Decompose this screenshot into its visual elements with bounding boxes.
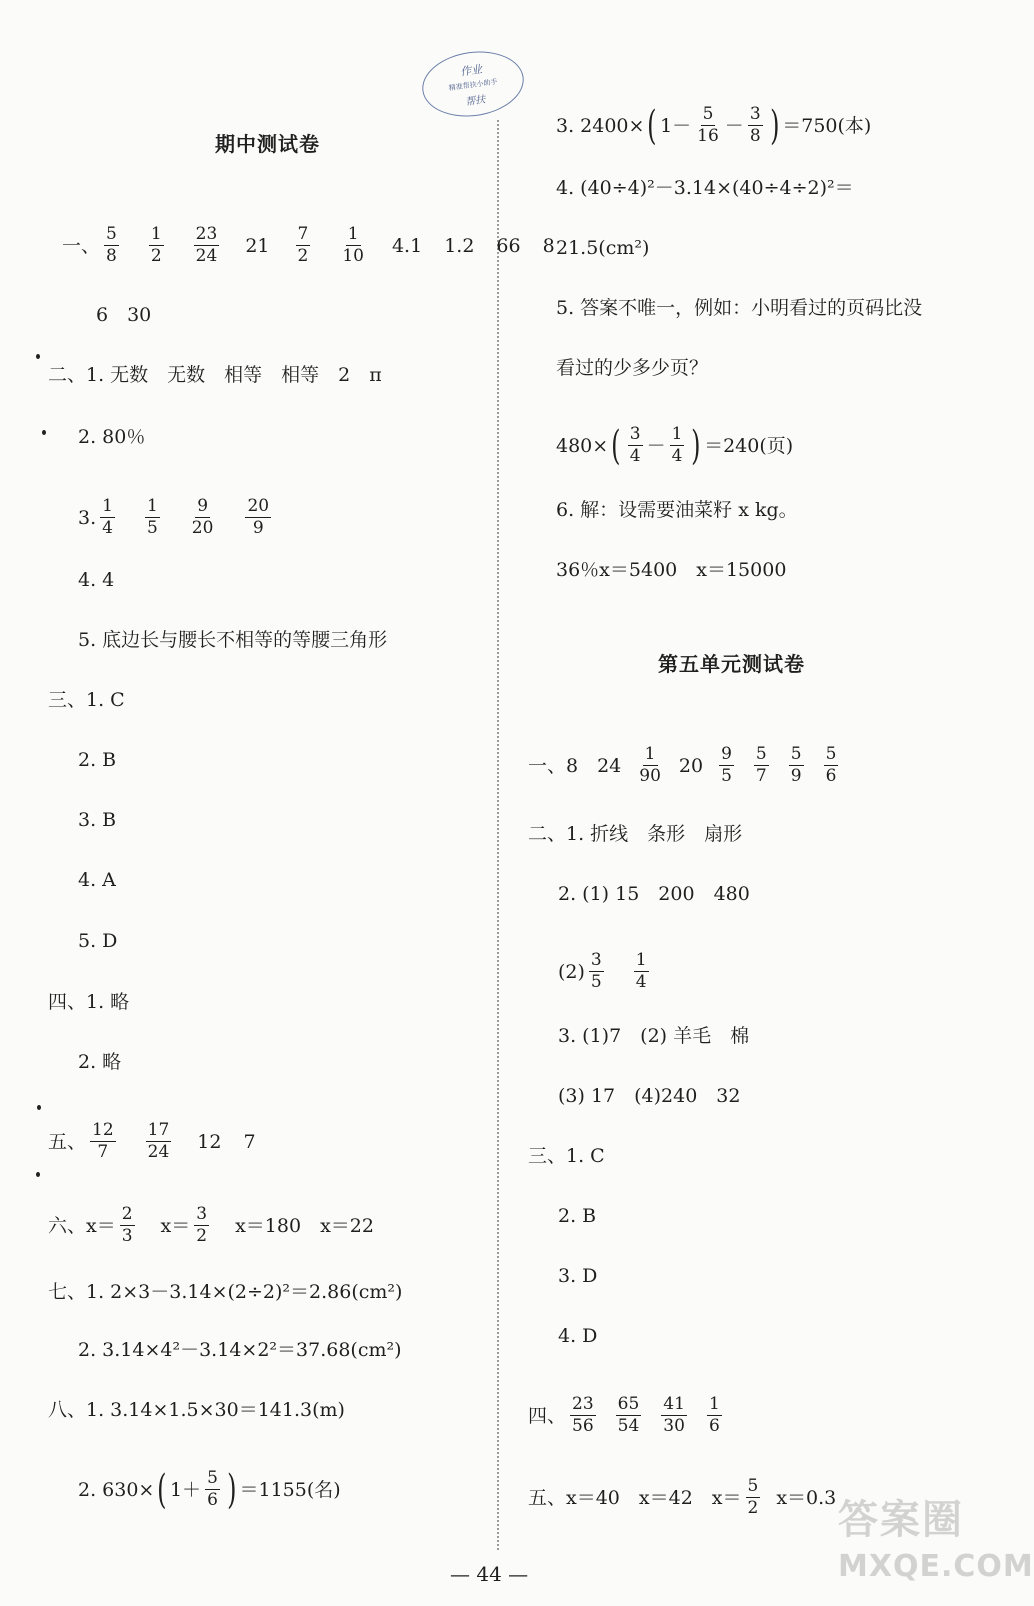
answer-r5b: 看过的少多少页？ [556, 357, 709, 379]
answer-4-1: 四、1. 略 [48, 991, 130, 1013]
unit5-answer-c4: 4. D [558, 1325, 598, 1347]
site-watermark: 答案圈 MXQE.COM [838, 1497, 1034, 1584]
answer-2-1: 二、1. 无数 无数 相等 相等 2 π [48, 364, 382, 386]
answer-3-1: 三、1. C [48, 689, 125, 711]
answer-7-1: 七、1. 2×3－3.14×(2÷2)²＝2.86(cm²) [48, 1281, 403, 1303]
unit5-answer-4: 四、 $\frac{23}{56}$ $\frac{65}{54}$ $\frac{41}{30}$ $\frac{1}{6}$ [528, 1394, 720, 1436]
column-divider [497, 120, 499, 1550]
answer-r4a: 4. (40÷4)²－3.14×(40÷4÷2)²＝ [556, 177, 854, 199]
answer-r5c: 480× ( $\frac{3}{4}$ － $\frac{1}{4}$ ) ＝240(页) [556, 422, 794, 469]
unit5-answer-c2: 2. B [558, 1205, 597, 1227]
answer-r5a: 5. 答案不唯一，例如：小明看过的页码比没 [556, 297, 923, 319]
answer-r3: 3. 2400× ( 1－ $\frac{5}{16}$ － $\frac{3}{8}$ ) ＝750(本) [556, 102, 872, 149]
unit5-answer-3-1: 3. (1)7 (2) 羊毛 棉 [558, 1025, 750, 1047]
unit5-answer-2-3: (2) $\frac{3}{5}$ $\frac{1}{4}$ [558, 950, 647, 992]
homework-stamp: 作业 精准帮扶小助手 帮扶 [418, 45, 528, 123]
answer-3-3: 3. B [78, 809, 117, 831]
answer-2-3: 3. $\frac{1}{4}$ $\frac{1}{5}$ $\frac{9}{20}$ $\frac{20}{9}$ [78, 496, 270, 538]
answer-2-5: 5. 底边长与腰长不相等的等腰三角形 [78, 629, 388, 651]
unit5-answer-c1: 三、1. C [528, 1145, 605, 1167]
answer-7-2: 2. 3.14×4²－3.14×2²＝37.68(cm²) [78, 1339, 402, 1361]
right-column [520, 0, 990, 1606]
unit5-title: 第五单元测试卷 [658, 652, 805, 676]
speck [42, 430, 46, 435]
answer-2-2: 2. 80％ [78, 426, 146, 448]
answer-2-4: 4. 4 [78, 569, 115, 591]
speck [36, 1172, 40, 1177]
answer-1-1: 一、 $\frac{5}{8}$ $\frac{1}{2}$ $\frac{23}{24}$ 21 $\frac{7}{2}$ $\frac{1}{10}$ 4.1 1.2 66 8 [62, 224, 555, 266]
answer-r6b: 36％x＝5400 x＝15000 [556, 559, 787, 581]
unit5-answer-3-2: (3) 17 (4)240 32 [558, 1085, 741, 1107]
answer-1-cont: 6 30 [96, 304, 152, 326]
unit5-answer-2-1: 二、1. 折线 条形 扇形 [528, 823, 743, 845]
answer-3-2: 2. B [78, 749, 117, 771]
page-number: — 44 — [450, 1562, 529, 1586]
answer-6: 六、x＝ $\frac{2}{3}$ x＝ $\frac{3}{2}$ x＝180 x＝22 [48, 1204, 374, 1246]
midterm-title: 期中测试卷 [215, 132, 320, 156]
answer-3-5: 5. D [78, 930, 118, 952]
answer-3-4: 4. A [78, 869, 116, 891]
unit5-answer-c3: 3. D [558, 1265, 598, 1287]
answer-4-2: 2. 略 [78, 1051, 122, 1073]
answer-r6a: 6. 解：设需要油菜籽 x kg。 [556, 499, 798, 521]
answer-5: 五、 $\frac{12}{7}$ $\frac{17}{24}$ 12 7 [48, 1120, 256, 1162]
answer-8-1: 八、1. 3.14×1.5×30＝141.3(m) [48, 1399, 345, 1421]
unit5-answer-1: 一、8 24 $\frac{1}{90}$ 20 $\frac{9}{5}$ $\frac{5}{7}$ $\frac{5}{9}$ $\frac{5}{6}$ [528, 744, 837, 786]
speck [36, 354, 40, 359]
speck [37, 1105, 41, 1110]
answer-8-2: 2. 630× ( 1＋ $\frac{5}{6}$ ) ＝1155(名) [78, 1466, 341, 1513]
unit5-answer-5: 五、x＝40 x＝42 x＝ $\frac{5}{2}$ x＝0.3 [528, 1476, 837, 1518]
unit5-answer-2-2: 2. (1) 15 200 480 [558, 883, 750, 905]
answer-r4b: 21.5(cm²) [556, 237, 650, 259]
